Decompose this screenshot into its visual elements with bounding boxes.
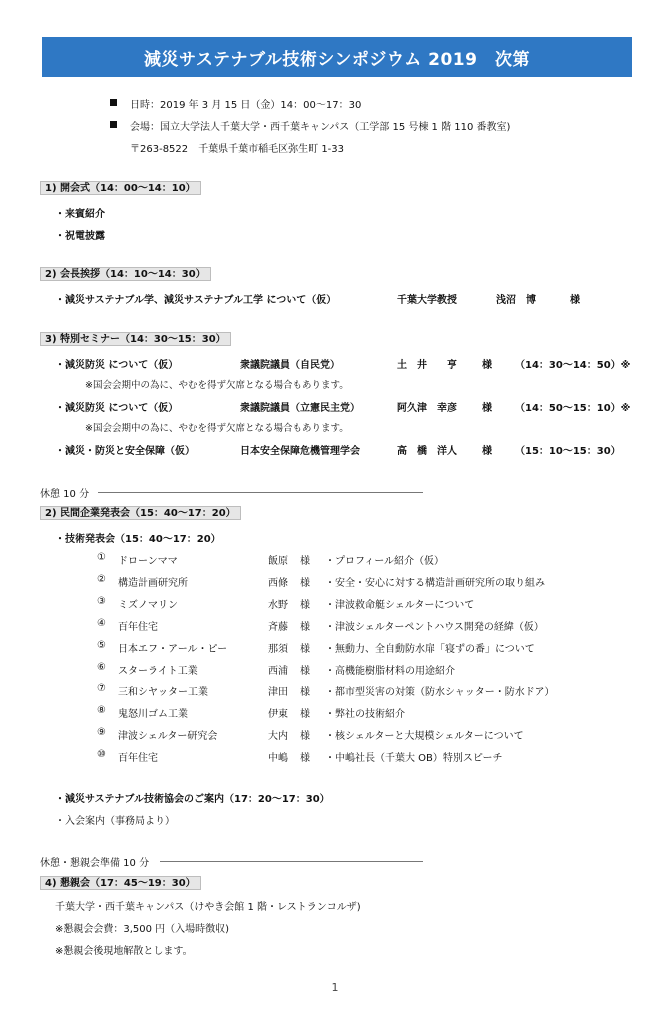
presentation-number: ⑩ xyxy=(97,749,106,761)
presentation-presenter: 那須 xyxy=(268,643,288,655)
presentation-number: ⑦ xyxy=(97,683,106,695)
presentation-topic: ・中嶋社長（千葉大 OB）特別スピーチ xyxy=(325,753,503,765)
break-label: 休憩 10 分 xyxy=(40,489,90,500)
presentation-number: ③ xyxy=(97,595,106,607)
event-venue: 会場：国立大学法人千葉大学・西千葉キャンパス（工学部 15 号棟 1 階 110 番教室) xyxy=(130,122,511,133)
presentation-presenter: 飯原 xyxy=(268,556,288,567)
presentation-company: スターライト工業 xyxy=(118,665,198,677)
presentation-topic: ・弊社の技術紹介 xyxy=(325,709,405,721)
presentation-presenter: 中嶋 xyxy=(268,753,288,765)
presentation-company: 百年住宅 xyxy=(118,621,158,633)
break-label: 休憩・懇親会準備 10 分 xyxy=(40,858,150,869)
seminar-topic: ・減災・防災と安全保障（仮） xyxy=(55,446,195,457)
seminar-speaker: 高 橋 洋人 xyxy=(397,446,457,457)
presentation-topic: ・核シェルターと大規模シェルターについて xyxy=(325,731,524,743)
tech-presentation-subheader: ・技術発表会（15：40～17：20） xyxy=(55,534,221,545)
presentation-company: 構造計画研究所 xyxy=(118,577,188,589)
seminar-affiliation: 衆議院議員（自民党） xyxy=(240,360,340,371)
presentation-presenter: 西浦 xyxy=(268,665,288,677)
bullet-square-icon xyxy=(110,121,117,128)
section-header-seminar: 3) 特別セミナー（14：30～15：30） xyxy=(40,332,231,346)
presentation-company: ドローンママ xyxy=(118,556,178,567)
presentation-presenter: 西條 xyxy=(268,577,288,589)
greeting-topic: ・減災サステナブル学、減災サステナブル工学 について（仮） xyxy=(55,295,337,306)
presentation-number: ② xyxy=(97,573,106,585)
seminar-speaker: 土 井 亨 xyxy=(397,360,457,371)
honorific: 様 xyxy=(300,687,310,699)
presentation-company: 百年住宅 xyxy=(118,753,158,765)
section-header-company-presentations: 2) 民間企業発表会（15：40～17：20） xyxy=(40,506,241,520)
honorific: 様 xyxy=(300,665,310,677)
honorific: 様 xyxy=(482,360,492,371)
presentation-topic: ・津波救命艇シェルターについて xyxy=(325,599,475,611)
presentation-company: ミズノマリン xyxy=(118,599,178,611)
honorific: 様 xyxy=(482,446,492,457)
seminar-topic: ・減災防災 について（仮） xyxy=(55,403,179,414)
seminar-topic: ・減災防災 について（仮） xyxy=(55,360,179,371)
honorific: 様 xyxy=(482,403,492,414)
section-header-reception: 4) 懇親会（17：45～19：30） xyxy=(40,876,201,890)
presentation-presenter: 斉藤 xyxy=(268,621,288,633)
divider-line xyxy=(98,492,423,493)
presentation-number: ① xyxy=(97,552,106,563)
event-date: 日時：2019 年 3 月 15 日（金）14：00～17：30 xyxy=(130,100,362,111)
association-info: ・減災サステナブル技術協会のご案内（17：20～17：30） xyxy=(55,794,330,805)
presentation-company: 津波シェルター研究会 xyxy=(118,731,218,743)
event-address: 〒263-8522 千葉県千葉市稲毛区弥生町 1-33 xyxy=(130,144,345,155)
honorific: 様 xyxy=(300,621,310,633)
seminar-affiliation: 日本安全保障危機管理学会 xyxy=(240,446,360,457)
membership-info: ・入会案内（事務局より） xyxy=(55,816,175,827)
speaker-title: 千葉大学教授 xyxy=(397,295,457,306)
presentation-topic: ・プロフィール紹介（仮） xyxy=(325,556,444,567)
presentation-company: 日本エフ・アール・ピー xyxy=(118,643,228,655)
presentation-presenter: 伊東 xyxy=(268,709,288,721)
presentation-presenter: 水野 xyxy=(268,599,288,611)
presentation-presenter: 津田 xyxy=(268,687,288,699)
seminar-note: ※国会会期中の為に、やむを得ず欠席となる場合もあります。 xyxy=(85,423,349,434)
honorific: 様 xyxy=(300,709,310,721)
section-header-opening: 1) 開会式（14：00～14：10） xyxy=(40,181,201,195)
speaker-name: 浅沼 博 xyxy=(496,295,536,306)
agenda-item: ・祝電披露 xyxy=(55,231,105,242)
honorific: 様 xyxy=(570,295,580,306)
honorific: 様 xyxy=(300,599,310,611)
presentation-number: ⑨ xyxy=(97,727,106,739)
seminar-affiliation: 衆議院議員（立憲民主党） xyxy=(240,403,360,414)
honorific: 様 xyxy=(300,577,310,589)
presentation-topic: ・高機能樹脂材料の用途紹介 xyxy=(325,665,455,677)
divider-line xyxy=(160,861,423,862)
seminar-note: ※国会会期中の為に、やむを得ず欠席となる場合もあります。 xyxy=(85,380,349,391)
presentation-number: ⑤ xyxy=(97,639,106,651)
seminar-time: （14：30～14：50）※ xyxy=(515,360,631,371)
agenda-item: ・来賓紹介 xyxy=(55,209,105,220)
presentation-number: ④ xyxy=(97,617,106,629)
reception-venue: 千葉大学・西千葉キャンパス（けやき会館 1 階・レストランコルザ) xyxy=(55,902,361,913)
seminar-time: （15：10～15：30） xyxy=(515,446,621,457)
presentation-topic: ・安全・安心に対する構造計画研究所の取り組み xyxy=(325,577,545,589)
honorific: 様 xyxy=(300,753,310,765)
seminar-speaker: 阿久津 幸彦 xyxy=(397,403,457,414)
honorific: 様 xyxy=(300,731,310,743)
presentation-number: ⑥ xyxy=(97,661,106,673)
presentation-number: ⑧ xyxy=(97,705,106,717)
honorific: 様 xyxy=(300,556,310,567)
presentation-topic: ・津波シェルターペントハウス開発の経緯（仮） xyxy=(325,621,544,633)
section-header-greeting: 2) 会長挨拶（14：10～14：30） xyxy=(40,267,211,281)
presentation-company: 三和シヤッター工業 xyxy=(118,687,208,699)
bullet-square-icon xyxy=(110,99,117,106)
presentation-topic: ・無動力、全自動防水扉「寝ずの番」について xyxy=(325,643,535,655)
honorific: 様 xyxy=(300,643,310,655)
presentation-topic: ・都市型災害の対策（防水シャッター・防水ドア） xyxy=(325,687,555,699)
presentation-company: 鬼怒川ゴム工業 xyxy=(118,709,188,721)
page-number: 1 xyxy=(331,981,339,994)
seminar-time: （14：50～15：10）※ xyxy=(515,403,631,414)
document-title: 減災サステナブル技術シンポジウム 2019 次第 xyxy=(42,37,632,77)
presentation-presenter: 大内 xyxy=(268,731,288,743)
reception-fee: ※懇親会会費：3,500 円（入場時徴収) xyxy=(55,924,230,935)
reception-dismissal: ※懇親会後現地解散とします。 xyxy=(55,946,193,957)
